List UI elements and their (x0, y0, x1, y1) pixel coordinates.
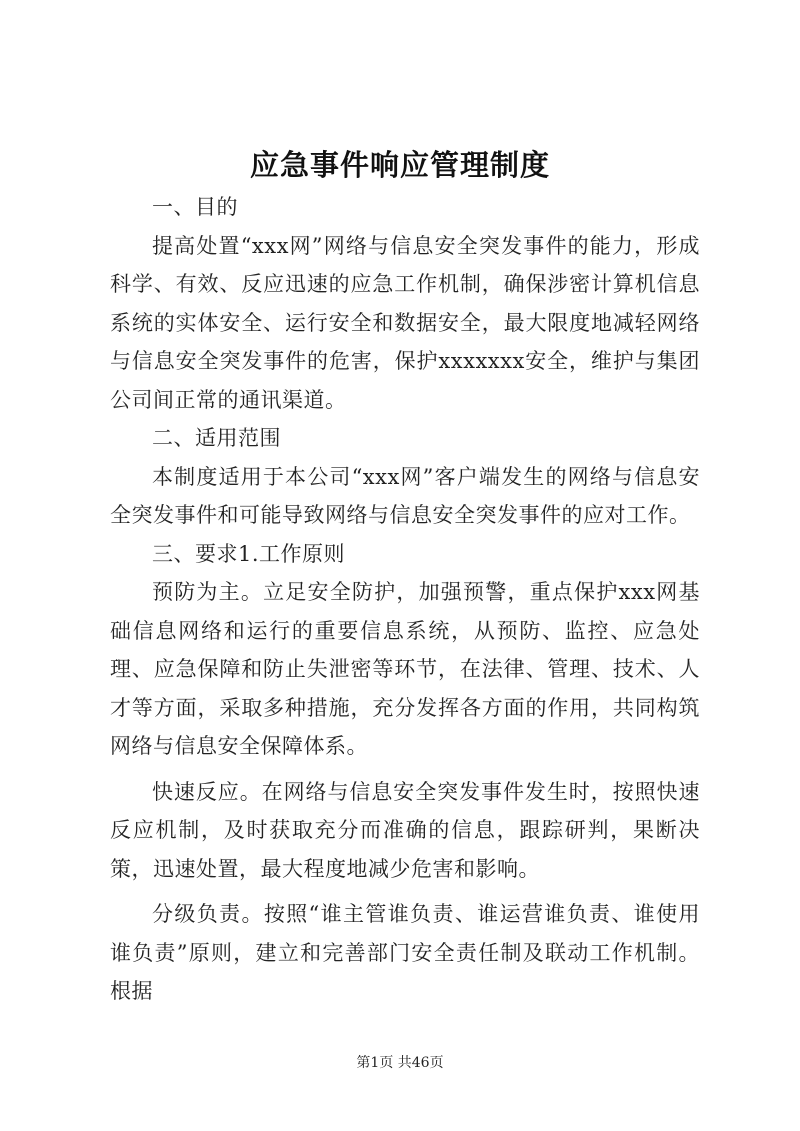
document-title: 应急事件响应管理制度 (249, 148, 550, 182)
paragraph-scope: 本制度适用于本公司“xxx网”客户端发生的网络与信息安全突发事件和可能导致网络与信息安全突发事件的应对工作。 (110, 464, 700, 527)
paragraph-prevention: 预防为主。立足安全防护，加强预警，重点保护xxx网基础信息网络和运行的重要信息系统，从预防、监控、应急处理、应急保障和防止失泄密等环节，在法律、管理、技术、人才等方面，采取多种措施，充分发挥各方面的作用，共同构筑网络与信息安全保障体系。 (110, 580, 700, 758)
section-heading-purpose: 一、目的 (152, 195, 238, 219)
document-body (110, 188, 700, 1011)
page-number: 第1页 共46页 (356, 1055, 444, 1071)
paragraph-rapid-response: 快速反应。在网络与信息安全突发事件发生时，按照快速反应机制，及时获取充分而准确的信息，跟踪研判，果断决策，迅速处置，最大程度地减少危害和影响。 (110, 779, 700, 881)
paragraph-graded-responsibility: 分级负责。按照“谁主管谁负责、谁运营谁负责、谁使用谁负责”原则，建立和完善部门安全责任制及联动工作机制。根据 (110, 902, 700, 1003)
paragraph-purpose: 提高处置“xxx网”网络与信息安全突发事件的能力，形成科学、有效、反应迅速的应急工作机制，确保涉密计算机信息系统的实体安全、运行安全和数据安全，最大限度地减轻网络与信息安全突发事件的危害，保护xxxxxxx安全，维护与集团公司间正常的通讯渠道。 (110, 233, 700, 412)
section-heading-requirements: 三、要求1.工作原则 (152, 541, 346, 566)
section-heading-scope: 二、适用范围 (152, 426, 281, 450)
